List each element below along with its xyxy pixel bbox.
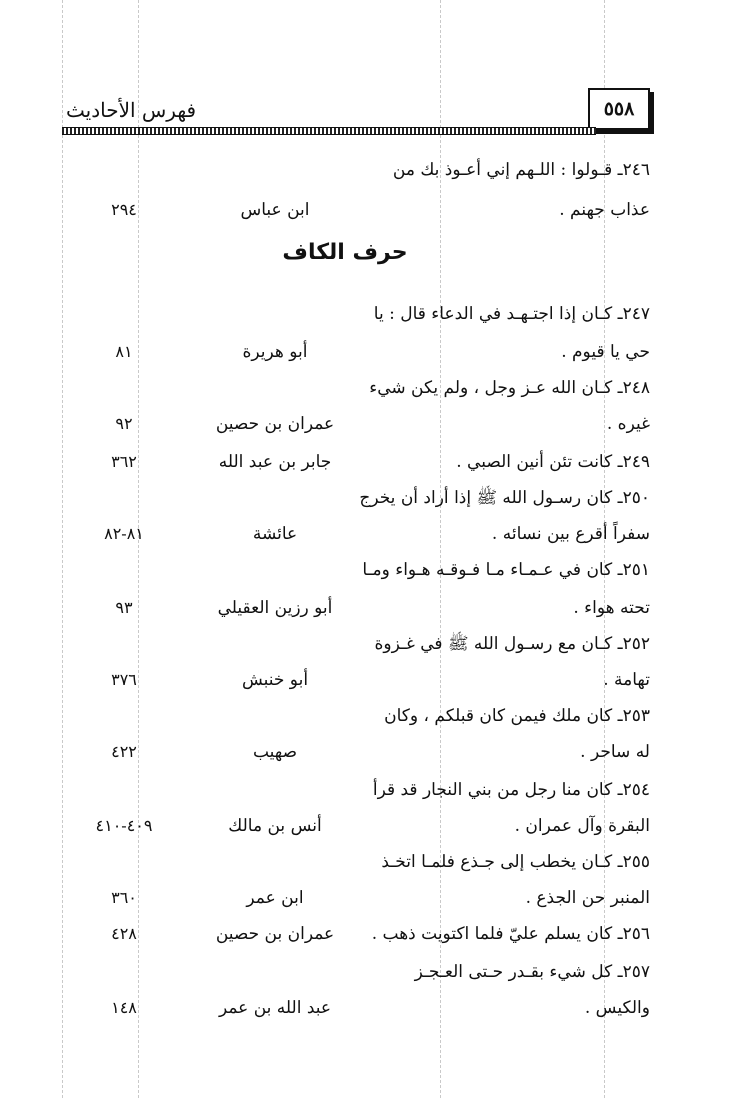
hadith-text: عذاب جهنم .: [559, 200, 650, 220]
hadith-text: البقرة وآل عمران .: [514, 816, 650, 836]
narrator: صهيب: [252, 742, 298, 762]
page-ref: ٨١-٨٢: [104, 524, 144, 543]
page-ref: ١٤٨: [111, 998, 137, 1017]
hadith-text: ٢٥٢ـ كـان مع رسـول الله ﷺ في غـزوة: [374, 634, 650, 654]
hadith-text: ٢٥١ـ كان في عـمـاء مـا فـوقـه هـواء ومـا: [362, 560, 650, 580]
narrator: عائشة: [252, 524, 298, 544]
hadith-text: ٢٥٦ـ كان يسلم عليّ فلما اكتويت ذهب .: [371, 924, 650, 944]
hadith-line: [0, 882, 746, 914]
narrator: عبد الله بن عمر: [218, 998, 332, 1018]
hadith-text: حي يا قيوم .: [561, 342, 650, 362]
hadith-text: تحته هواء .: [573, 598, 650, 618]
page-ref: ٤٢٢: [111, 742, 137, 761]
hadith-line: [0, 846, 746, 878]
hadith-text: ٢٤٨ـ كـان الله عـز وجل ، ولم يكن شيء: [369, 378, 650, 398]
hadith-line: [0, 518, 746, 550]
hadith-line: [0, 918, 746, 950]
narrator: ابن عمر: [246, 888, 304, 908]
narrator: عمران بن حصين: [215, 414, 335, 434]
hadith-line: [0, 408, 746, 440]
narrator: أبو رزين العقيلي: [217, 598, 333, 618]
hadith-line: [0, 736, 746, 768]
hadith-text: ٢٤٩ـ كانت تئن أنين الصبي .: [456, 452, 650, 472]
page-ref: ٩٣: [115, 598, 133, 617]
hadith-line: [0, 592, 746, 624]
hadith-line: [0, 700, 746, 732]
hadith-text: ٢٥٥ـ كـان يخطب إلى جـذع فلمـا اتخـذ: [381, 852, 650, 872]
hadith-text: ٢٤٦ـ قـولوا : اللـهم إني أعـوذ بك من: [392, 160, 650, 180]
page-ref: ٨١: [115, 342, 133, 361]
hadith-text: سفراً أقرع بين نسائه .: [491, 524, 650, 544]
narrator: أنس بن مالك: [228, 816, 322, 836]
hadith-text: له ساحر .: [580, 742, 650, 762]
hadith-text: والكيس .: [584, 998, 650, 1018]
page-ref: ٤٢٨: [111, 924, 137, 943]
hadith-text: ٢٥٠ـ كان رسـول الله ﷺ إذا أراد أن يخرج: [359, 488, 650, 508]
page-ref: ٢٩٤: [111, 200, 137, 219]
hadith-text: ٢٥٣ـ كان ملك فيمن كان قبلكم ، وكان: [384, 706, 650, 726]
hadith-text: غيره .: [606, 414, 650, 434]
page-ref: ٤٠٩-٤١٠: [95, 816, 153, 835]
hadith-line: [0, 554, 746, 586]
page-number: ٥٥٨: [588, 88, 650, 130]
header-rule: [62, 127, 596, 135]
hadith-text: المنبر حن الجذع .: [525, 888, 650, 908]
page-ref: ٣٦٢: [111, 452, 137, 471]
narrator: ابن عباس: [240, 200, 310, 220]
narrator: أبو هريرة: [242, 342, 308, 362]
hadith-line: [0, 774, 746, 806]
hadith-line: [0, 372, 746, 404]
hadith-line: [0, 336, 746, 368]
hadith-text: تهامة .: [603, 670, 650, 690]
hadith-line: [0, 992, 746, 1024]
narrator: جابر بن عبد الله: [218, 452, 332, 472]
page-ref: ٩٢: [115, 414, 133, 433]
narrator: أبو خنبش: [241, 670, 309, 690]
page-ref: ٣٧٦: [111, 670, 137, 689]
hadith-line: [0, 194, 746, 226]
hadith-text: ٢٤٧ـ كـان إذا اجتـهـد في الدعاء قال : يا: [373, 304, 650, 324]
narrator: عمران بن حصين: [215, 924, 335, 944]
page-title: فهرس الأحاديث: [66, 98, 197, 122]
hadith-text: ٢٥٤ـ كان منا رجل من بني النجار قد قرأ: [372, 780, 650, 800]
hadith-line: [0, 810, 746, 842]
hadith-line: [0, 482, 746, 514]
page-ref: ٣٦٠: [111, 888, 137, 907]
hadith-text: ٢٥٧ـ كل شيء بقـدر حـتى العـجـز: [414, 962, 650, 982]
hadith-line: [0, 446, 746, 478]
hadith-line: [0, 628, 746, 660]
hadith-line: [0, 956, 746, 988]
hadith-line: [0, 664, 746, 696]
section-heading: حرف الكاف: [282, 240, 408, 265]
hadith-line: [0, 298, 746, 330]
hadith-line: [0, 154, 746, 186]
